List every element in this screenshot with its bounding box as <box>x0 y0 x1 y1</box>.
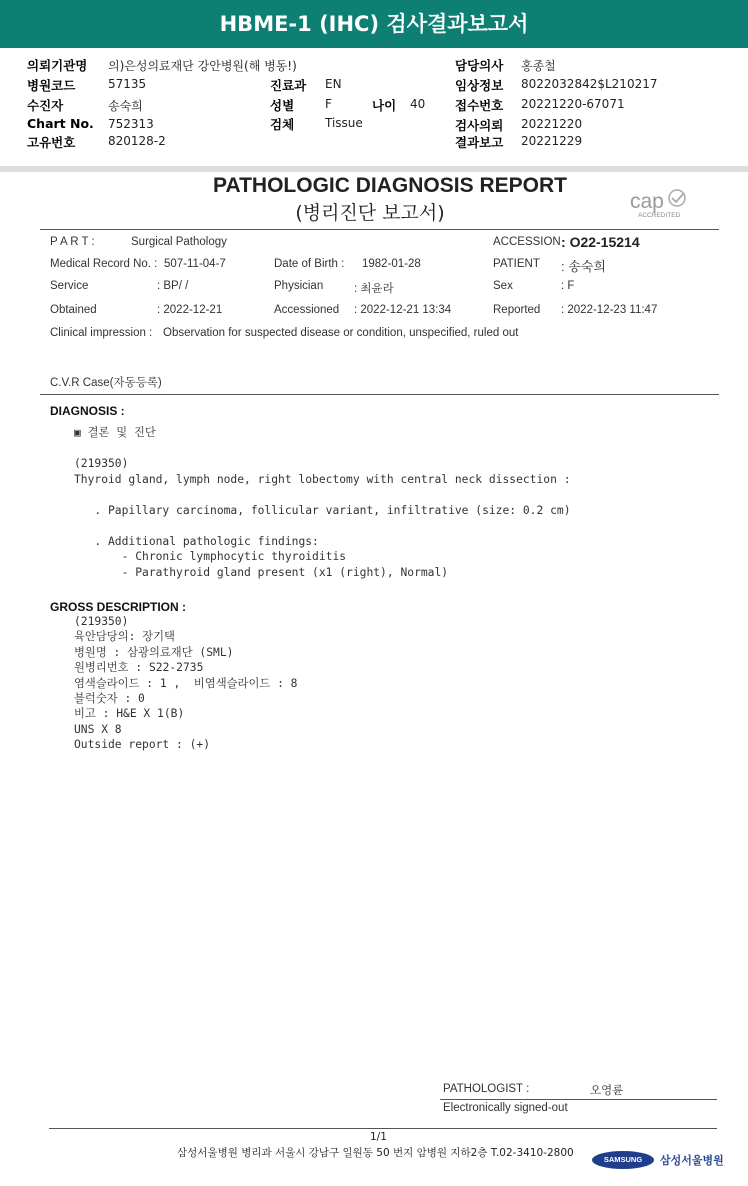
top-rule <box>40 229 719 230</box>
header-value-age: 40 <box>410 97 426 111</box>
accession-label: ACCESSION <box>493 236 561 248</box>
header-value-hospital-code: 57135 <box>108 77 147 91</box>
header-label-dept: 진료과 <box>270 78 307 93</box>
page-number: 1/1 <box>370 1131 387 1143</box>
section-separator <box>0 166 748 172</box>
header-label-request-date: 검사의뢰 <box>455 118 504 133</box>
header-value-doctor: 홍종철 <box>521 59 556 73</box>
pathologist-rule <box>440 1099 717 1100</box>
header-label-receipt-no: 접수번호 <box>455 98 504 113</box>
header-label-clinical-info: 임상정보 <box>455 78 504 93</box>
report-title-en: PATHOLOGIC DIAGNOSIS REPORT <box>213 174 567 197</box>
patient-label: PATIENT <box>493 258 540 270</box>
samsung-logo: SAMSUNG <box>592 1151 654 1169</box>
diagnosis-line: (219350) <box>74 457 129 470</box>
footer-rule <box>49 1128 717 1129</box>
gross-description-heading: GROSS DESCRIPTION : <box>50 600 187 614</box>
accessioned-value: : 2022-12-21 13:34 <box>354 304 452 316</box>
header-label-sex: 성별 <box>270 98 295 113</box>
mrn-label: Medical Record No. : <box>50 258 158 270</box>
pathologist-value: 오영륜 <box>590 1085 624 1097</box>
header-value-report-date: 20221229 <box>521 134 583 148</box>
diagnosis-heading: DIAGNOSIS : <box>50 404 125 418</box>
diagnosis-line: - Parathyroid gland present (x1 (right), Normal) <box>74 565 449 579</box>
diagnosis-line: . Papillary carcinoma, follicular variant, infiltrative (size: 0.2 cm) <box>74 503 571 517</box>
gross-line: 원병리번호 : S22-2735 <box>74 661 204 675</box>
footer-address: 삼성서울병원 병리과 서울시 강남구 일원동 50 번지 암병원 지하2층 T.02-3410-2800 <box>177 1147 574 1159</box>
header-value-specimen: Tissue <box>325 116 363 130</box>
clinical-impression-value: Observation for suspected disease or condition, unspecified, ruled out <box>163 327 519 339</box>
patient-value: : 송숙희 <box>561 259 606 274</box>
sex-value: : F <box>561 280 575 292</box>
pathologist-label: PATHOLOGIST : <box>443 1083 530 1095</box>
part-label: P A R T : <box>50 236 95 248</box>
mrn-value: 507-11-04-7 <box>164 258 226 270</box>
diagnosis-line: Thyroid gland, lymph node, right lobectomy with central neck dissection : <box>74 472 571 486</box>
gross-line: (219350) <box>74 615 129 628</box>
header-label-patient: 수진자 <box>27 98 64 113</box>
header-label-report-date: 결과보고 <box>455 135 504 150</box>
header-value-sex: F <box>325 97 332 111</box>
header-label-hospital-code: 병원코드 <box>27 78 76 93</box>
gross-description-text <box>74 614 297 753</box>
physician-label: Physician <box>274 280 324 292</box>
reported-value: : 2022-12-23 11:47 <box>561 304 658 316</box>
cvr-rule <box>40 394 719 395</box>
diagnosis-line <box>74 487 571 503</box>
part-value: Surgical Pathology <box>131 236 227 248</box>
diagnosis-line: - Chronic lymphocytic thyroiditis <box>74 550 347 563</box>
gross-line: Outside report : (+) <box>74 738 211 752</box>
header-value-receipt-no: 20221220-67071 <box>521 97 625 111</box>
report-title-kr: (병리진단 보고서) <box>295 202 445 224</box>
header-value-unique-no: 820128-2 <box>108 134 166 148</box>
gross-line: 병원명 : 삼광의료재단 (SML) <box>74 645 234 659</box>
gross-line: 육안담당의: 장기택 <box>74 630 175 644</box>
dob-value: 1982-01-28 <box>362 258 421 270</box>
gross-line: UNS X 8 <box>74 722 122 736</box>
svg-text:cap: cap <box>630 190 664 213</box>
dob-label: Date of Birth : <box>274 258 345 270</box>
header-value-chart-no: 752313 <box>108 117 154 131</box>
sex-label: Sex <box>493 280 513 292</box>
header-value-institution: 의)은성의료재단 강안병원(해 병동!) <box>108 59 297 73</box>
cap-accredited-logo <box>628 186 698 220</box>
header-value-patient: 송숙희 <box>108 99 143 113</box>
service-label: Service <box>50 280 89 292</box>
obtained-label: Obtained <box>50 304 97 316</box>
obtained-value: : 2022-12-21 <box>157 304 223 316</box>
hospital-logo-text: 삼성서울병원 <box>660 1154 724 1167</box>
header-label-unique-no: 고유번호 <box>27 135 76 150</box>
header-value-clinical-info: 8022032842$L210217 <box>521 77 658 91</box>
header-label-doctor: 담당의사 <box>455 58 504 73</box>
clinical-impression-label: Clinical impression : <box>50 327 153 339</box>
gross-line: 염색슬라이드 : 1 , 비염색슬라이드 : 8 <box>74 676 298 690</box>
diagnosis-line: ▣ 결론 및 진단 <box>74 426 156 439</box>
report-title-bar: HBME-1 (IHC) 검사결과보고서 <box>0 0 748 48</box>
accession-value: : O22-15214 <box>561 234 640 250</box>
diagnosis-line <box>74 441 571 457</box>
header-value-dept: EN <box>325 77 342 91</box>
svg-text:ACCREDITED: ACCREDITED <box>638 212 681 219</box>
header-value-request-date: 20221220 <box>521 117 583 131</box>
header-label-age: 나이 <box>372 98 397 113</box>
gross-line: 블럭숫자 : 0 <box>74 692 145 706</box>
diagnosis-line: . Additional pathologic findings: <box>74 534 319 548</box>
physician-value: : 최윤라 <box>354 283 394 295</box>
diagnosis-line <box>74 518 571 534</box>
header-label-specimen: 검체 <box>270 117 295 132</box>
header-label-chart-no: Chart No. <box>27 116 94 131</box>
reported-label: Reported <box>493 304 541 316</box>
cvr-case: C.V.R Case(자동등록) <box>50 377 162 389</box>
service-value: : BP/ / <box>157 280 189 292</box>
accession-number: O22-15214 <box>569 234 640 250</box>
patient-name: 송숙희 <box>568 259 606 274</box>
gross-line: 비고 : H&E X 1(B) <box>74 707 185 721</box>
signed-out-note: Electronically signed-out <box>443 1102 568 1114</box>
accessioned-label: Accessioned <box>274 304 340 316</box>
diagnosis-text <box>74 425 571 580</box>
header-label-institution: 의뢰기관명 <box>27 58 88 73</box>
